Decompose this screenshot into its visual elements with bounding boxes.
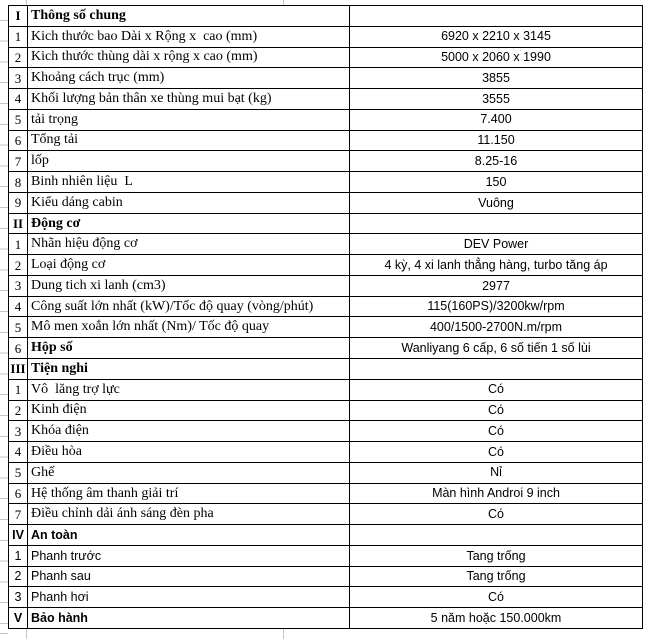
row-value-cell: Có — [350, 380, 642, 400]
row-number-cell: 5 — [9, 317, 27, 337]
row-label-cell: Binh nhiên liệu L — [28, 172, 349, 192]
row-number-cell: 6 — [9, 131, 27, 151]
section-value-cell — [350, 214, 642, 234]
row-number-cell: 3 — [9, 276, 27, 296]
row-number-cell: 4 — [9, 297, 27, 317]
row-number-cell: 3 — [9, 421, 27, 441]
section-number-cell: III — [9, 359, 27, 379]
section-value-cell: 5 năm hoặc 150.000km — [350, 608, 642, 628]
row-number-cell: 6 — [9, 338, 27, 358]
row-label-cell: Kich thước bao Dài x Rộng x cao (mm) — [28, 27, 349, 47]
row-label-cell: Dung tich xi lanh (cm3) — [28, 276, 349, 296]
section-number-cell: IV — [9, 525, 27, 545]
row-value-cell: 3855 — [350, 68, 642, 88]
vehicle-spec-table — [8, 5, 643, 629]
row-label-cell: Nhãn hiệu động cơ — [28, 234, 349, 254]
row-value-cell: Có — [350, 401, 642, 421]
row-number-cell: 2 — [9, 567, 27, 587]
section-value-cell — [350, 359, 642, 379]
row-value-cell: Màn hình Androi 9 inch — [350, 484, 642, 504]
row-number-cell: 3 — [9, 68, 27, 88]
row-value-cell: Vuông — [350, 193, 642, 213]
row-value-cell: 115(160PS)/3200kw/rpm — [350, 297, 642, 317]
row-label-cell: Loại động cơ — [28, 255, 349, 275]
row-number-cell: 5 — [9, 110, 27, 130]
row-label-cell: Kiểu dáng cabin — [28, 193, 349, 213]
row-number-cell: 7 — [9, 504, 27, 524]
row-value-cell: Tang trống — [350, 567, 642, 587]
row-number-cell: 6 — [9, 484, 27, 504]
row-number-cell: 1 — [9, 546, 27, 566]
section-number-cell: I — [9, 6, 27, 26]
section-title-cell: Tiện nghi — [28, 359, 349, 379]
row-number-cell: 1 — [9, 27, 27, 47]
row-value-cell: 3555 — [350, 89, 642, 109]
section-number-cell: V — [9, 608, 27, 628]
row-label-cell: Kinh điện — [28, 401, 349, 421]
row-value-cell: 8.25-16 — [350, 151, 642, 171]
row-value-cell: Có — [350, 421, 642, 441]
row-label-cell: Hộp số — [28, 338, 349, 358]
row-number-cell: 9 — [9, 193, 27, 213]
row-value-cell: 6920 x 2210 x 3145 — [350, 27, 642, 47]
row-label-cell: Hệ thống âm thanh giải trí — [28, 484, 349, 504]
row-value-cell: Có — [350, 587, 642, 607]
sheet-gridline-gutter — [0, 0, 8, 632]
row-number-cell: 2 — [9, 48, 27, 68]
section-title-cell: Bảo hành — [28, 608, 349, 628]
section-title-cell: Động cơ — [28, 214, 349, 234]
section-number-cell: II — [9, 214, 27, 234]
row-label-cell: Khóa điện — [28, 421, 349, 441]
row-label-cell: Công suất lớn nhất (kW)/Tốc độ quay (vòng/phút) — [28, 297, 349, 317]
row-label-cell: Vô lăng trợ lực — [28, 380, 349, 400]
row-label-cell: Điều chỉnh dải ánh sáng đèn pha — [28, 504, 349, 524]
gridline-stub — [26, 629, 27, 639]
row-label-cell: Phanh trước — [28, 546, 349, 566]
row-label-cell: tải trọng — [28, 110, 349, 130]
row-number-cell: 3 — [9, 587, 27, 607]
row-value-cell: Tang trống — [350, 546, 642, 566]
section-title-cell: Thông số chung — [28, 6, 349, 26]
row-label-cell: Phanh sau — [28, 567, 349, 587]
row-number-cell: 4 — [9, 442, 27, 462]
row-label-cell: Kich thước thùng dài x rộng x cao (mm) — [28, 48, 349, 68]
row-value-cell: 150 — [350, 172, 642, 192]
row-number-cell: 2 — [9, 255, 27, 275]
row-number-cell: 7 — [9, 151, 27, 171]
gridline-stub — [0, 633, 8, 634]
row-value-cell: 11.150 — [350, 131, 642, 151]
section-value-cell — [350, 6, 642, 26]
row-number-cell: 1 — [9, 234, 27, 254]
row-label-cell: Tổng tải — [28, 131, 349, 151]
row-value-cell: DEV Power — [350, 234, 642, 254]
row-number-cell: 4 — [9, 89, 27, 109]
row-label-cell: lốp — [28, 151, 349, 171]
row-value-cell: 7.400 — [350, 110, 642, 130]
row-value-cell: Có — [350, 504, 642, 524]
row-value-cell: 5000 x 2060 x 1990 — [350, 48, 642, 68]
row-label-cell: Mô men xoắn lớn nhất (Nm)/ Tốc độ quay — [28, 317, 349, 337]
gridline-stub — [283, 629, 284, 639]
section-value-cell — [350, 525, 642, 545]
row-label-cell: Khối lượng bản thân xe thùng mui bạt (kg) — [28, 89, 349, 109]
row-value-cell: Wanliyang 6 cấp, 6 số tiến 1 số lùi — [350, 338, 642, 358]
row-number-cell: 1 — [9, 380, 27, 400]
section-title-cell: An toàn — [28, 525, 349, 545]
row-label-cell: Điều hòa — [28, 442, 349, 462]
row-value-cell: 4 kỳ, 4 xi lanh thẳng hàng, turbo tăng áp — [350, 255, 642, 275]
row-number-cell: 2 — [9, 401, 27, 421]
row-value-cell: 2977 — [350, 276, 642, 296]
row-number-cell: 5 — [9, 463, 27, 483]
row-value-cell: Nỉ — [350, 463, 642, 483]
row-value-cell: Có — [350, 442, 642, 462]
row-number-cell: 8 — [9, 172, 27, 192]
row-label-cell: Phanh hơi — [28, 587, 349, 607]
row-label-cell: Khoảng cách trục (mm) — [28, 68, 349, 88]
row-value-cell: 400/1500-2700N.m/rpm — [350, 317, 642, 337]
row-label-cell: Ghế — [28, 463, 349, 483]
